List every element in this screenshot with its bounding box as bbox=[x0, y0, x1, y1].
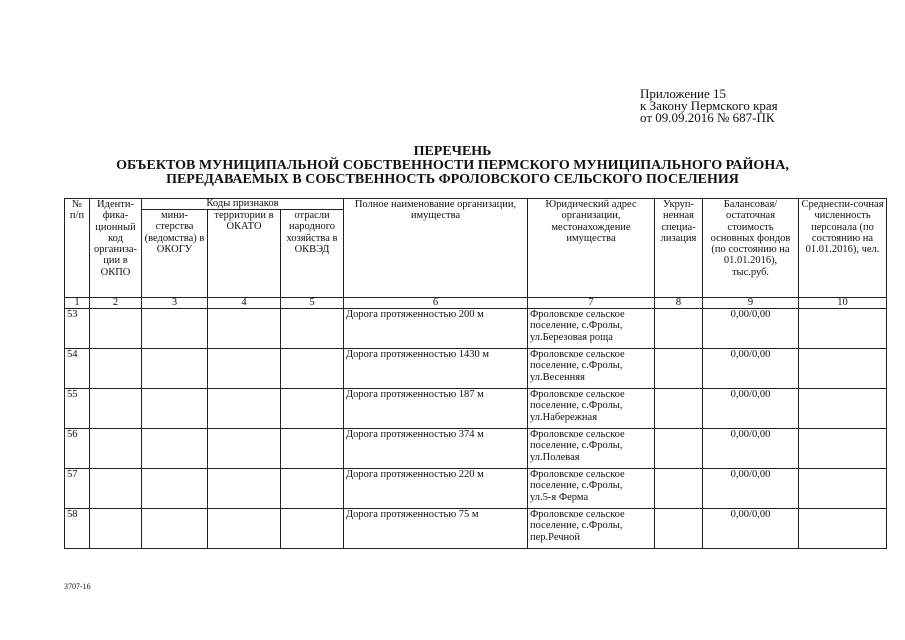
specialization-cell bbox=[655, 309, 703, 349]
row-number: 56 bbox=[65, 429, 90, 469]
property-name: Дорога протяженностью 1430 м bbox=[344, 349, 528, 389]
header-num: № п/п bbox=[65, 199, 90, 298]
balance-value: 0,00/0,00 bbox=[703, 429, 799, 469]
address-line: ул.Полевая bbox=[530, 451, 580, 463]
property-name: Дорога протяженностью 200 м bbox=[344, 309, 528, 349]
address-line: Фроловское сельское bbox=[530, 509, 625, 520]
okved-cell bbox=[281, 389, 344, 429]
row-number: 57 bbox=[65, 469, 90, 509]
property-table bbox=[64, 198, 887, 549]
header-name: Полное наименование организации, имущества bbox=[344, 199, 528, 298]
okogu-cell bbox=[142, 429, 208, 469]
okpo-cell bbox=[90, 389, 142, 429]
balance-value: 0,00/0,00 bbox=[703, 349, 799, 389]
property-address bbox=[528, 509, 655, 549]
address-line: Фроловское сельское bbox=[530, 469, 625, 480]
table-row bbox=[65, 309, 887, 349]
header-okpo: Иденти-фика-ционный код организа-ции в ОКПО bbox=[90, 199, 142, 298]
column-number: 4 bbox=[208, 298, 281, 309]
address-line: ул.5-я Ферма bbox=[530, 491, 589, 503]
table-row bbox=[65, 469, 887, 509]
header-codes: Коды признаков bbox=[142, 199, 344, 210]
property-name: Дорога протяженностью 187 м bbox=[344, 389, 528, 429]
address-line: Фроловское сельское bbox=[530, 309, 625, 320]
address-line: Фроловское сельское bbox=[530, 349, 625, 360]
staff-cell bbox=[799, 309, 887, 349]
column-number: 1 bbox=[65, 298, 90, 309]
address-line: ул.Березовая роща bbox=[530, 331, 613, 343]
document-code: 3707-16 bbox=[64, 582, 91, 591]
row-number: 58 bbox=[65, 509, 90, 549]
staff-cell bbox=[799, 429, 887, 469]
specialization-cell bbox=[655, 509, 703, 549]
column-number: 10 bbox=[799, 298, 887, 309]
okpo-cell bbox=[90, 309, 142, 349]
okato-cell bbox=[208, 389, 281, 429]
address-line: Фроловское сельское bbox=[530, 389, 625, 400]
specialization-cell bbox=[655, 349, 703, 389]
okato-cell bbox=[208, 469, 281, 509]
title-line-1: ПЕРЕЧЕНЬ bbox=[413, 144, 492, 159]
column-number: 5 bbox=[281, 298, 344, 309]
appendix-date: от 09.09.2016 № 687-ПК bbox=[640, 110, 775, 125]
document-title bbox=[0, 145, 905, 187]
header-okogu: мини-стерства (ведомства) в ОКОГУ bbox=[142, 210, 208, 298]
okogu-cell bbox=[142, 509, 208, 549]
okved-cell bbox=[281, 469, 344, 509]
okved-cell bbox=[281, 309, 344, 349]
header-address: Юридический адрес организации, местонахождение имущества bbox=[528, 199, 655, 298]
header-specialization: Укруп-ненная специа-лизация bbox=[655, 199, 703, 298]
row-number: 55 bbox=[65, 389, 90, 429]
column-number-row bbox=[65, 298, 887, 309]
header-staff: Среднеспи-сочная численность персонала (по состоянию на 01.01.2016), чел. bbox=[799, 199, 887, 298]
column-number: 9 bbox=[703, 298, 799, 309]
okved-cell bbox=[281, 349, 344, 389]
column-number: 2 bbox=[90, 298, 142, 309]
address-line: ул.Весенняя bbox=[530, 371, 585, 383]
property-address bbox=[528, 389, 655, 429]
header-balance: Балансовая/ остаточная стоимость основных фондов (по состоянию на 01.01.2016), тыс.руб. bbox=[703, 199, 799, 298]
staff-cell bbox=[799, 509, 887, 549]
column-number: 8 bbox=[655, 298, 703, 309]
table-row bbox=[65, 349, 887, 389]
title-line-2: ОБЪЕКТОВ МУНИЦИПАЛЬНОЙ СОБСТВЕННОСТИ ПЕРМСКОГО МУНИЦИПАЛЬНОГО РАЙОНА, bbox=[116, 158, 789, 173]
okved-cell bbox=[281, 429, 344, 469]
table-row bbox=[65, 429, 887, 469]
row-number: 53 bbox=[65, 309, 90, 349]
balance-value: 0,00/0,00 bbox=[703, 469, 799, 509]
appendix-number: Приложение 15 bbox=[640, 86, 727, 101]
okogu-cell bbox=[142, 309, 208, 349]
address-line: поселение, с.Фролы, bbox=[530, 440, 623, 452]
table-row bbox=[65, 389, 887, 429]
specialization-cell bbox=[655, 389, 703, 429]
okato-cell bbox=[208, 429, 281, 469]
address-line: пер.Речной bbox=[530, 531, 581, 543]
balance-value: 0,00/0,00 bbox=[703, 389, 799, 429]
header-okato: территории в ОКАТО bbox=[208, 210, 281, 298]
okpo-cell bbox=[90, 509, 142, 549]
column-number: 3 bbox=[142, 298, 208, 309]
property-address bbox=[528, 429, 655, 469]
table-row bbox=[65, 509, 887, 549]
staff-cell bbox=[799, 389, 887, 429]
address-line: поселение, с.Фролы, bbox=[530, 520, 623, 532]
okpo-cell bbox=[90, 429, 142, 469]
header-okved: отрасли народного хозяйства в ОКВЭД bbox=[281, 210, 344, 298]
property-name: Дорога протяженностью 374 м bbox=[344, 429, 528, 469]
appendix-law: к Закону Пермского края bbox=[640, 98, 778, 113]
balance-value: 0,00/0,00 bbox=[703, 309, 799, 349]
specialization-cell bbox=[655, 469, 703, 509]
title-line-3: ПЕРЕДАВАЕМЫХ В СОБСТВЕННОСТЬ ФРОЛОВСКОГО СЕЛЬСКОГО ПОСЕЛЕНИЯ bbox=[166, 172, 739, 187]
address-line: поселение, с.Фролы, bbox=[530, 360, 623, 372]
property-name: Дорога протяженностью 75 м bbox=[344, 509, 528, 549]
column-number: 6 bbox=[344, 298, 528, 309]
address-line: Фроловское сельское bbox=[530, 429, 625, 440]
okato-cell bbox=[208, 309, 281, 349]
okpo-cell bbox=[90, 349, 142, 389]
address-line: поселение, с.Фролы, bbox=[530, 400, 623, 412]
specialization-cell bbox=[655, 429, 703, 469]
property-address bbox=[528, 469, 655, 509]
address-line: ул.Набережная bbox=[530, 411, 598, 423]
okogu-cell bbox=[142, 349, 208, 389]
column-number: 7 bbox=[528, 298, 655, 309]
okpo-cell bbox=[90, 469, 142, 509]
okato-cell bbox=[208, 509, 281, 549]
okved-cell bbox=[281, 509, 344, 549]
property-name: Дорога протяженностью 220 м bbox=[344, 469, 528, 509]
address-line: поселение, с.Фролы, bbox=[530, 480, 623, 492]
staff-cell bbox=[799, 349, 887, 389]
okogu-cell bbox=[142, 469, 208, 509]
property-address bbox=[528, 309, 655, 349]
property-address bbox=[528, 349, 655, 389]
okogu-cell bbox=[142, 389, 208, 429]
row-number: 54 bbox=[65, 349, 90, 389]
okato-cell bbox=[208, 349, 281, 389]
appendix-reference bbox=[640, 88, 778, 124]
balance-value: 0,00/0,00 bbox=[703, 509, 799, 549]
address-line: поселение, с.Фролы, bbox=[530, 320, 623, 332]
staff-cell bbox=[799, 469, 887, 509]
